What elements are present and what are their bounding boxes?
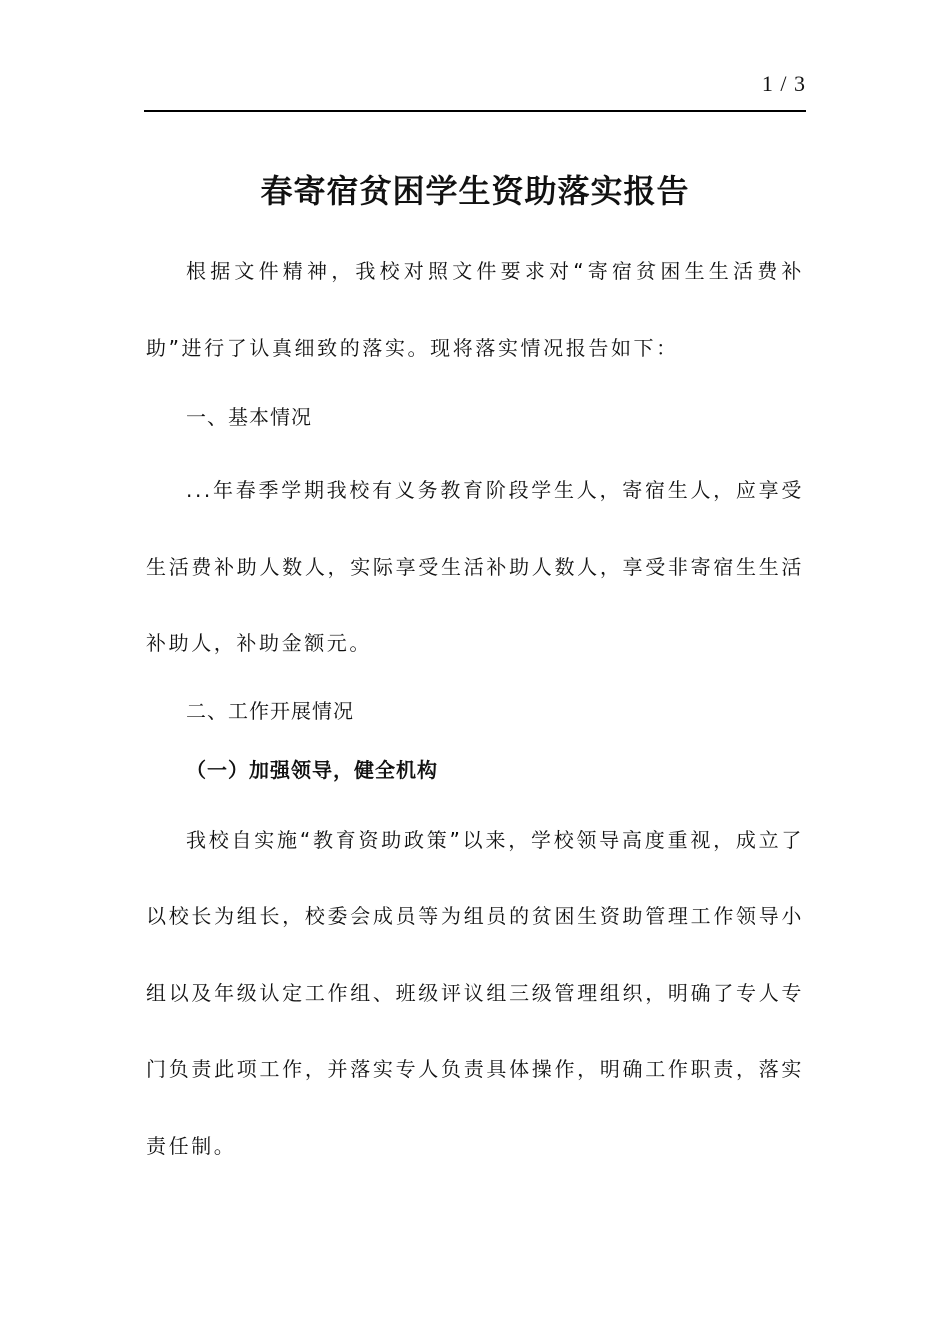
page-number: 1 / 3 bbox=[761, 71, 806, 96]
subsection-heading-leadership: （一）加强领导，健全机构 bbox=[186, 757, 438, 782]
document-body bbox=[146, 165, 804, 1184]
basic-situation-paragraph: ...年春季学期我校有义务教育阶段学生人，寄宿生人，应享受生活费补助人数人，实际享受生活补助人数人，享受非寄宿生生活补助人，补助金额元。 bbox=[146, 478, 804, 655]
section-heading-basic: 一、基本情况 bbox=[186, 405, 312, 429]
section-heading-work: 二、工作开展情况 bbox=[186, 698, 354, 723]
header-rule bbox=[144, 110, 806, 112]
intro-paragraph: 根据文件精神，我校对照文件要求对“寄宿贫困生生活费补助”进行了认真细致的落实。现将落实情况报告如下： bbox=[146, 259, 804, 360]
document-title: 春寄宿贫困学生资助落实报告 bbox=[260, 172, 690, 210]
leadership-paragraph: 我校自实施“教育资助政策”以来，学校领导高度重视，成立了以校长为组长，校委会成员等为组员的贫困生资助管理工作领导小组以及年级认定工作组、班级评议组三级管理组织，明确了专人专门负责此项工作，并落实专人负责具体操作，明确工作职责，落实责任制。 bbox=[146, 827, 804, 1158]
